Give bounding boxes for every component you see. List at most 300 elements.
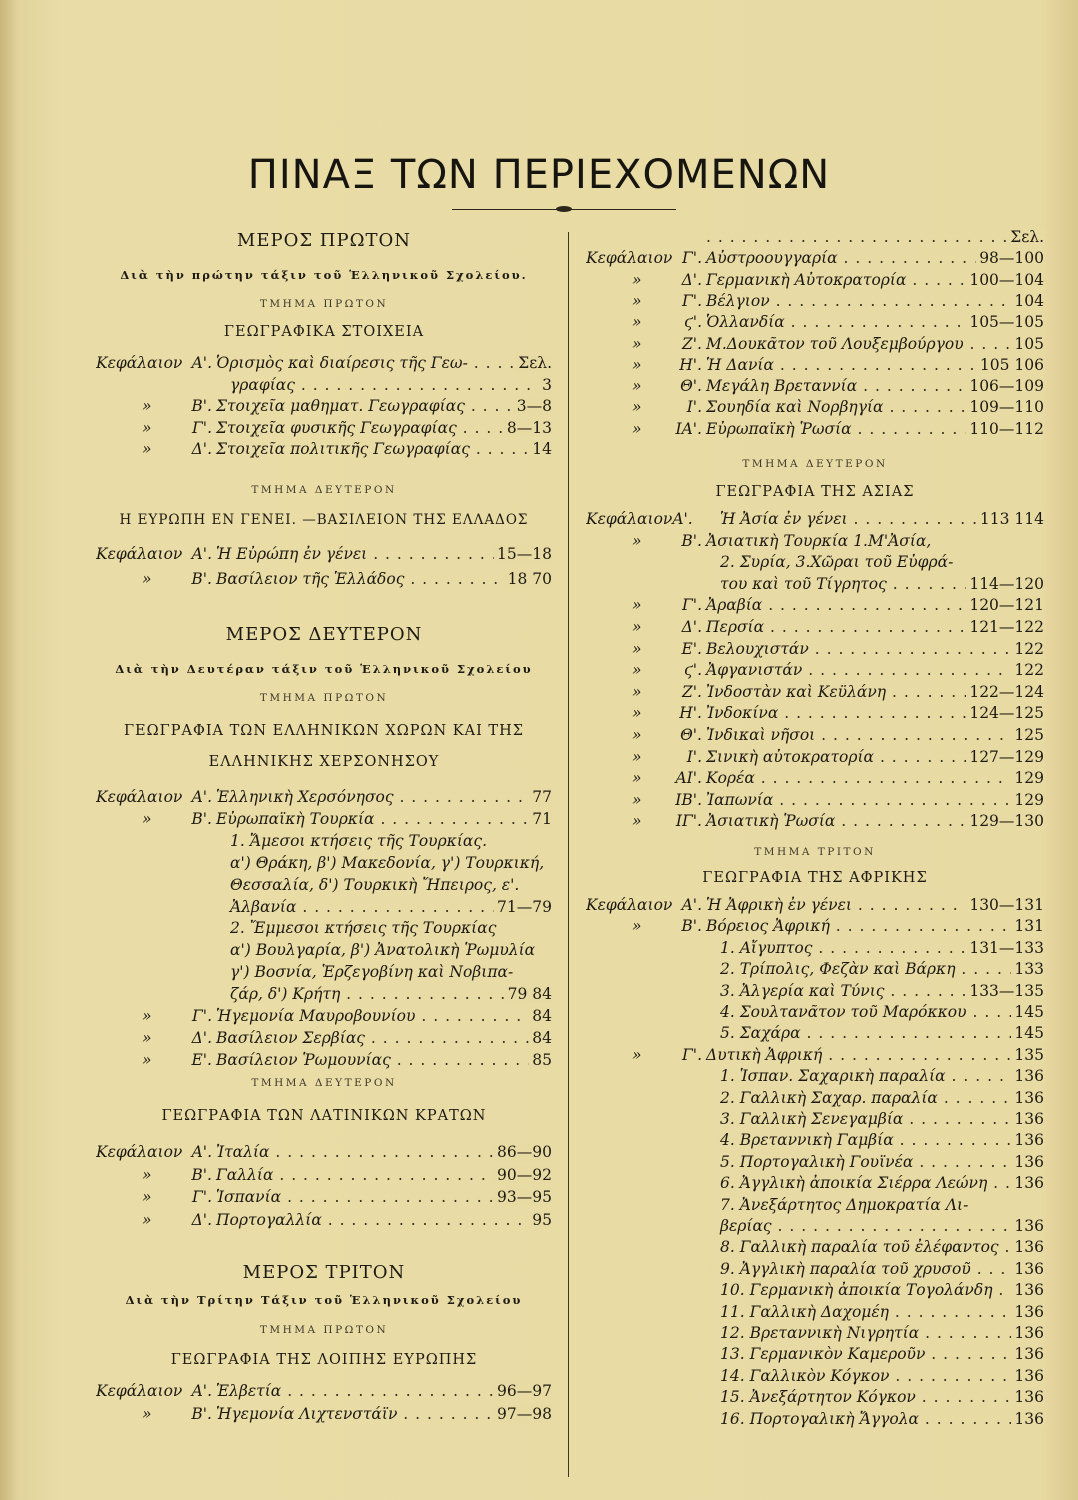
section-label: ΤΜΗΜΑ ΤΡΙΤΟΝ <box>754 846 876 858</box>
chapter-title: 15. Ἀνεξάρτητον Κόγκον . . . <box>720 1388 1044 1406</box>
part-title: ΜΕΡΟΣ ΠΡΩΤΟΝ <box>236 230 412 251</box>
chapter-title: Ἀσιατικὴ Ῥωσία . . . <box>706 812 1044 830</box>
chapter-title: Δυτικὴ Ἀφρική . . . <box>706 1046 1044 1064</box>
chapter-number: ΙΑ'. <box>675 419 702 438</box>
section-label: ΤΜΗΜΑ ΔΕΥΤΕΡΟΝ <box>251 1077 397 1089</box>
page-number: Σελ. <box>1007 228 1044 246</box>
toc-row <box>586 1089 1044 1111</box>
chapter-label: » <box>632 747 642 766</box>
page-number: 114—120 <box>966 575 1044 593</box>
title-ornament <box>452 205 676 215</box>
chapter-label: Κεφάλαιον <box>96 1382 183 1400</box>
toc-row <box>96 1166 552 1188</box>
page-number: 90—92 <box>494 1166 552 1184</box>
chapter-title: Σουηδία καὶ Νορβηγία . . . <box>706 398 1044 416</box>
chapter-title: Ἀφγανιστάν . . . <box>706 661 1044 679</box>
chapter-label: » <box>142 809 152 828</box>
toc-row <box>586 1174 1044 1196</box>
chapter-title: 13. Γερμανικὸν Καμεροῦν . . . <box>720 1345 1044 1363</box>
toc-row <box>586 1196 1044 1218</box>
chapter-title: 1. Ἄμεσοι κτήσεις τῆς Τουρκίας. <box>230 831 487 850</box>
toc-row <box>96 1007 552 1029</box>
toc-row <box>586 726 1044 748</box>
chapter-title: βερίας . . . <box>720 1217 1044 1235</box>
toc-row <box>586 1345 1044 1367</box>
toc-row <box>96 1029 552 1051</box>
chapter-title: 5. Σαχάρα . . . <box>720 1024 1044 1042</box>
chapter-label: Κεφάλαιον <box>96 788 183 806</box>
chapter-title: α') Βουλγαρία, β') Ἀνατολικὴ Ῥωμυλία <box>230 941 536 960</box>
section-heading: Η ΕΥΡΩΠΗ ΕΝ ΓΕΝΕΙ. —ΒΑΣΙΛΕΙΟΝ ΤΗΣ ΕΛΛΑΔΟΣ <box>119 512 529 528</box>
chapter-label: » <box>632 639 642 658</box>
chapter-label: » <box>632 596 642 615</box>
toc-row <box>96 832 552 854</box>
page-number: 136 <box>1011 1281 1044 1299</box>
chapter-title: 1. Αἴγυπτος . . . <box>720 939 1044 957</box>
chapter-title: Θεσσαλία, δ') Τουρκικὴ Ἤπειρος, ε'. <box>230 875 520 894</box>
part-title: ΜΕΡΟΣ ΔΕΥΤΕΡΟΝ <box>225 624 423 645</box>
toc-row <box>586 748 1044 770</box>
column-divider <box>568 232 569 1477</box>
chapter-title: Στοιχεῖα φυσικῆς Γεωγραφίας . . . <box>216 419 552 437</box>
chapter-label: » <box>142 1188 152 1206</box>
chapter-title: Περσία . . . <box>706 618 1044 636</box>
toc-row <box>586 1281 1044 1303</box>
toc-row <box>586 249 1044 271</box>
chapter-title: Βασίλειον Σερβίας . . . <box>216 1029 552 1047</box>
toc-row <box>586 1046 1044 1068</box>
chapter-label: » <box>142 1165 152 1184</box>
chapter-number: Β'. <box>191 809 212 828</box>
page-number: 136 <box>1011 1345 1044 1363</box>
page-number: Σελ. <box>515 354 552 372</box>
chapter-title: Μεγάλη Βρεταννία . . . <box>706 377 1044 395</box>
page-number: 113 114 <box>977 510 1044 528</box>
chapter-title: Βέλγιον . . . <box>706 292 1044 310</box>
toc-row <box>586 1131 1044 1153</box>
section-heading: ΓΕΩΓΡΑΦΙΑ ΤΗΣ ΛΟΙΠΗΣ ΕΥΡΩΠΗΣ <box>170 1352 478 1368</box>
toc-row <box>586 791 1044 813</box>
toc-row <box>586 575 1044 597</box>
toc-row <box>586 683 1044 705</box>
chapter-number: Γ'. <box>192 1188 212 1206</box>
chapter-title: Βελουχιστάν . . . <box>706 640 1044 658</box>
chapter-label: » <box>142 1210 152 1229</box>
page-number: 104 <box>1011 292 1044 310</box>
toc-row <box>96 1382 552 1404</box>
page-number: 136 <box>1011 1388 1044 1406</box>
toc-row <box>586 420 1044 442</box>
toc-row <box>586 377 1044 399</box>
chapter-label: Κεφάλαιον <box>586 249 673 268</box>
page-number: 136 <box>1011 1110 1044 1128</box>
chapter-title: γραφίας . . . <box>230 376 552 394</box>
page-number: 145 <box>1011 1024 1044 1042</box>
chapter-title: 4. Βρεταννικὴ Γαμβία . . . <box>720 1131 1044 1149</box>
chapter-number: Α'. <box>681 896 702 914</box>
chapter-title: 12. Βρεταννικὴ Νιγρητία . . . <box>720 1324 1044 1342</box>
chapter-label: » <box>632 531 642 550</box>
page-number: 136 <box>1011 1153 1044 1171</box>
toc-row <box>586 1153 1044 1175</box>
page-number: 130—131 <box>966 896 1044 914</box>
chapter-label: » <box>632 1045 642 1064</box>
toc-row <box>96 985 552 1007</box>
page-number: 122 <box>1011 661 1044 679</box>
section-label: ΤΜΗΜΑ ΠΡΩΤΟΝ <box>259 692 389 704</box>
chapter-label: » <box>632 618 642 636</box>
chapter-title: Ἡγεμονία Λιχτενστάϊν . . . <box>216 1405 552 1423</box>
chapter-label: Κεφάλαιον <box>96 545 183 563</box>
chapter-title: Ἀραβία . . . <box>706 596 1044 614</box>
chapter-title: Ἰνδικαὶ νῆσοι . . . <box>706 726 1044 744</box>
chapter-title: 14. Γαλλικὸν Κόγκον . . . <box>720 1367 1044 1385</box>
chapter-number: Θ'. <box>680 726 702 744</box>
toc-row <box>586 596 1044 618</box>
page-number: 136 <box>1011 1131 1044 1149</box>
part-subtitle: Διὰ τὴν Τρίτην Τάξιν τοῦ Ἑλληνικοῦ Σχολείου <box>125 1293 523 1307</box>
chapter-title: του καὶ τοῦ Τίγρητος . . . <box>720 575 1044 593</box>
toc-row <box>586 1238 1044 1260</box>
section-label: ΤΜΗΜΑ ΔΕΥΤΕΡΟΝ <box>742 458 888 470</box>
page-number: 105—105 <box>966 313 1044 331</box>
chapter-number: Ε'. <box>681 639 702 658</box>
toc-row <box>586 618 1044 640</box>
chapter-title: Ἰαπωνία . . . <box>706 791 1044 809</box>
page-number: 127—129 <box>966 748 1044 766</box>
page-number: 136 <box>1011 1324 1044 1342</box>
page-number: 122 <box>1011 640 1044 658</box>
section-label: ΤΜΗΜΑ ΠΡΩΤΟΝ <box>259 1324 389 1336</box>
page-number: 105 <box>1011 335 1044 353</box>
chapter-title: Αὐστροουγγαρία . . . <box>706 249 1044 267</box>
page-number: 18 70 <box>505 570 552 588</box>
toc-row <box>96 1143 552 1165</box>
chapter-title: Ἡ Ἀσία ἐν γένει . . . <box>720 510 1044 528</box>
chapter-title: 2. Τρίπολις, Φεζὰν καὶ Βάρκη . . . <box>720 960 1044 978</box>
toc-row <box>96 898 552 920</box>
toc-row <box>96 376 552 398</box>
page-number: 136 <box>1011 1174 1044 1192</box>
page-number: 122—124 <box>966 683 1044 701</box>
chapter-label: Κεφάλαιον <box>96 354 183 372</box>
chapter-title: 5. Πορτογαλικὴ Γουϊνέα . . . <box>720 1153 1044 1171</box>
page-number: 95 <box>529 1211 552 1229</box>
chapter-label: » <box>632 355 642 374</box>
toc-row <box>96 1405 552 1427</box>
chapter-number: Η'. <box>679 355 702 374</box>
page-number: 133—135 <box>966 982 1044 1000</box>
chapter-number: ΙΓ'. <box>675 812 702 831</box>
chapter-label: » <box>632 291 642 310</box>
chapter-title: Εὐρωπαϊκὴ Ῥωσία . . . <box>706 420 1044 438</box>
page-number: 136 <box>1011 1217 1044 1235</box>
toc-row <box>96 570 552 592</box>
page-number: 133 <box>1011 960 1044 978</box>
chapter-title: 3. Ἀλγερία καὶ Τύνις . . . <box>720 982 1044 1000</box>
chapter-title: Ἰνδοκίνα . . . <box>706 704 1044 722</box>
toc-row <box>96 545 552 567</box>
chapter-number: Ι'. <box>686 747 702 766</box>
chapter-title: 9. Ἀγγλικὴ παραλία τοῦ χρυσοῦ . . . <box>720 1260 1044 1278</box>
toc-row <box>96 397 552 419</box>
chapter-title: Στοιχεῖα πολιτικῆς Γεωγραφίας . . . <box>216 440 552 458</box>
toc-row <box>586 1217 1044 1239</box>
toc-row <box>96 941 552 963</box>
chapter-number: ϛ'. <box>684 661 702 680</box>
section-label: ΤΜΗΜΑ ΠΡΩΤΟΝ <box>259 298 389 310</box>
toc-row <box>96 1051 552 1073</box>
chapter-label: » <box>142 1028 152 1047</box>
chapter-label: » <box>142 440 152 458</box>
chapter-title: Ἀσιατικὴ Τουρκία 1.Μ'Ἀσία, <box>706 531 932 550</box>
chapter-number: Β'. <box>191 1165 212 1184</box>
toc-row <box>586 1367 1044 1389</box>
page-number: 15—18 <box>494 545 552 563</box>
page-number: 3—8 <box>514 397 552 415</box>
toc-row <box>586 271 1044 293</box>
chapter-label: » <box>632 270 642 289</box>
toc-row <box>586 640 1044 662</box>
toc-row <box>96 440 552 462</box>
chapter-title <box>706 228 1044 246</box>
page-number: 85 <box>529 1051 552 1069</box>
chapter-number: Δ'. <box>681 618 702 636</box>
chapter-title: Ἰταλία . . . <box>216 1143 552 1161</box>
chapter-label: » <box>142 397 152 415</box>
toc-row <box>96 354 552 376</box>
chapter-label: » <box>632 313 642 332</box>
page-number: 131 <box>1011 917 1044 935</box>
chapter-number: Α'. <box>191 354 212 372</box>
chapter-number: Ζ'. <box>682 682 702 701</box>
page-number: 136 <box>1011 1067 1044 1085</box>
chapter-label: » <box>142 1405 152 1423</box>
chapter-number: Β'. <box>191 1405 212 1423</box>
toc-row <box>586 1388 1044 1410</box>
toc-row <box>96 919 552 941</box>
chapter-title: Ἀλβανία . . . <box>230 898 552 916</box>
chapter-title: 6. Ἀγγλικὴ ἀποικία Σιέρρα Λεώνη . . . <box>720 1174 1044 1192</box>
toc-row <box>96 1188 552 1210</box>
page-number: 96—97 <box>494 1382 552 1400</box>
page-number: 129 <box>1011 769 1044 787</box>
page-number: 125 <box>1011 726 1044 744</box>
page-number: 97—98 <box>494 1405 552 1423</box>
chapter-title: Ἑλβετία . . . <box>216 1382 552 1400</box>
chapter-label: ΚεφάλαιονΑ'. <box>586 510 693 528</box>
chapter-number: ϛ'. <box>684 313 702 332</box>
chapter-label: » <box>632 334 642 353</box>
toc-row <box>586 939 1044 961</box>
chapter-label: Κεφάλαιον <box>586 896 673 914</box>
chapter-number: Α'. <box>191 545 212 563</box>
chapter-title: Γερμανικὴ Αὐτοκρατορία . . . <box>706 271 1044 289</box>
toc-row <box>586 1067 1044 1089</box>
toc-row <box>586 356 1044 378</box>
page-number: 71 <box>529 810 552 828</box>
toc-row <box>586 1303 1044 1325</box>
chapter-title: Κορέα . . . <box>706 769 1044 787</box>
page-number: 136 <box>1011 1410 1044 1428</box>
chapter-title: Ἡγεμονία Μαυροβουνίου . . . <box>216 1007 552 1025</box>
chapter-title: Βασίλειον Ῥωμουνίας . . . <box>216 1051 552 1069</box>
chapter-title: Μ.Δουκᾶτον τοῦ Λουξεμβούργου . . . <box>706 335 1044 353</box>
toc-row <box>586 982 1044 1004</box>
chapter-number: Α'. <box>191 788 212 806</box>
page-number: 105 106 <box>977 356 1044 374</box>
toc-row <box>586 1260 1044 1282</box>
page-number: 135 <box>1011 1046 1044 1064</box>
chapter-title: 4. Σουλτανᾶτον τοῦ Μαρόκκου . . . <box>720 1003 1044 1021</box>
chapter-number: Δ'. <box>191 440 212 458</box>
chapter-title: Ὁρισμὸς καὶ διαίρεσις τῆς Γεω- . . . <box>216 354 552 372</box>
chapter-label: » <box>142 570 152 588</box>
page-number: 84 <box>529 1029 552 1047</box>
page-number: 86—90 <box>494 1143 552 1161</box>
toc-row <box>96 1211 552 1233</box>
page-number: 14 <box>529 440 552 458</box>
page-number: 145 <box>1011 1003 1044 1021</box>
chapter-number: Β'. <box>191 570 212 588</box>
chapter-title: ζάρ, δ') Κρήτη . . . <box>230 985 552 1003</box>
section-heading: ΓΕΩΓΡΑΦΙΑ ΤΩΝ ΕΛΛΗΝΙΚΩΝ ΧΩΡΩΝ ΚΑΙ ΤΗΣ <box>123 723 524 739</box>
chapter-number: Δ'. <box>191 1210 212 1229</box>
toc-row <box>586 228 1044 250</box>
chapter-number: Δ'. <box>681 270 702 289</box>
page-number: 124—125 <box>966 704 1044 722</box>
page-number: 71—79 <box>494 898 552 916</box>
toc-row <box>586 1110 1044 1132</box>
part-subtitle: Διὰ τὴν Δευτέραν τάξιν τοῦ Ἑλληνικοῦ Σχολείου <box>115 662 533 676</box>
chapter-title: Ἡ Ἀφρικὴ ἐν γένει . . . <box>706 896 1044 914</box>
chapter-label: » <box>632 790 642 809</box>
chapter-number: Α'. <box>191 1382 212 1400</box>
toc-row <box>586 292 1044 314</box>
section-heading: ΓΕΩΓΡΑΦΙΚΑ ΣΤΟΙΧΕΙΑ <box>223 324 425 340</box>
page-number: 84 <box>529 1007 552 1025</box>
page-number: 129—130 <box>966 812 1044 830</box>
toc-row <box>586 769 1044 791</box>
chapter-title: 2. Ἔμμεσοι κτήσεις τῆς Τουρκίας <box>230 919 497 938</box>
chapter-title: 2. Συρία, 3.Χῶραι τοῦ Εὐφρά- <box>720 553 954 572</box>
toc-row <box>586 553 1044 575</box>
chapter-title: Ἑλληνικὴ Χερσόνησος . . . <box>216 788 552 806</box>
page-number: 106—109 <box>966 377 1044 395</box>
chapter-number: Η'. <box>679 704 702 723</box>
section-heading: ΓΕΩΓΡΑΦΙΑ ΤΗΣ ΑΣΙΑΣ <box>715 484 915 500</box>
chapter-title: Ὁλλανδία . . . <box>706 313 1044 331</box>
chapter-title: 2. Γαλλικὴ Σαχαρ. παραλία . . . <box>720 1089 1044 1107</box>
chapter-title: α') Θράκη, β') Μακεδονία, γ') Τουρκική, <box>230 853 545 872</box>
chapter-title: 7. Ἀνεξάρτητος Δημοκρατία Λι- <box>720 1195 969 1214</box>
chapter-label: » <box>632 704 642 723</box>
chapter-title: Ἡ Δανία . . . <box>706 356 1044 374</box>
toc-row <box>586 398 1044 420</box>
toc-row <box>96 810 552 832</box>
chapter-number: Γ'. <box>192 418 212 437</box>
chapter-number: Γ'. <box>682 249 702 268</box>
chapter-title: Πορτογαλλία . . . <box>216 1211 552 1229</box>
chapter-title: Βασίλειον τῆς Ἑλλάδος . . . <box>216 570 552 588</box>
page-number: 3 <box>539 376 552 394</box>
part-title: ΜΕΡΟΣ ΤΡΙΤΟΝ <box>242 1262 406 1283</box>
chapter-number: ΙΒ'. <box>675 790 702 809</box>
chapter-number: Ε'. <box>191 1050 212 1069</box>
page-number: 79 84 <box>505 985 552 1003</box>
toc-row <box>586 896 1044 918</box>
page-number: 136 <box>1011 1260 1044 1278</box>
chapter-number: ΑΙ'. <box>675 769 702 788</box>
toc-row <box>586 661 1044 683</box>
toc-row <box>96 788 552 810</box>
toc-row <box>96 963 552 985</box>
page-number: 110—112 <box>966 420 1044 438</box>
page-number: 136 <box>1011 1303 1044 1321</box>
toc-row <box>586 1003 1044 1025</box>
chapter-label: » <box>632 769 642 788</box>
section-heading-continued: ΕΛΛΗΝΙΚΗΣ ΧΕΡΣΟΝΗΣΟΥ <box>208 754 440 770</box>
chapter-label: » <box>632 682 642 701</box>
toc-row <box>96 854 552 876</box>
page-number: 8—13 <box>504 419 552 437</box>
chapter-number: Γ'. <box>682 291 702 310</box>
chapter-number: Β'. <box>681 917 702 936</box>
toc-row <box>586 532 1044 554</box>
toc-row <box>586 313 1044 335</box>
page-number: 100—104 <box>966 271 1044 289</box>
page-title: ΠΙΝΑΞ ΤΩΝ ΠΕΡΙΕΧΟΜΕΝΩΝ <box>247 152 831 198</box>
chapter-label: » <box>632 726 642 744</box>
chapter-label: » <box>632 377 642 396</box>
chapter-title: Εὐρωπαϊκὴ Τουρκία . . . <box>216 810 552 828</box>
chapter-title: 11. Γαλλικὴ Δαχομέη . . . <box>720 1303 1044 1321</box>
chapter-number: Δ'. <box>191 1028 212 1047</box>
chapter-number: Α'. <box>191 1143 212 1161</box>
toc-row <box>96 876 552 898</box>
page-number: 98—100 <box>976 249 1044 267</box>
chapter-title: Σινικὴ αὐτοκρατορία . . . <box>706 748 1044 766</box>
page-number: 93—95 <box>494 1188 552 1206</box>
toc-row <box>586 812 1044 834</box>
chapter-number: Β'. <box>191 397 212 415</box>
chapter-label: » <box>632 419 642 438</box>
chapter-title: Στοιχεῖα μαθηματ. Γεωγραφίας . . . <box>216 397 552 415</box>
toc-row <box>586 1324 1044 1346</box>
page-number: 131—133 <box>966 939 1044 957</box>
page-number: 77 <box>529 788 552 806</box>
chapter-title: 16. Πορτογαλικὴ Ἄγγολα . . . <box>720 1410 1044 1428</box>
chapter-number: Ζ'. <box>682 334 702 353</box>
page-number: 136 <box>1011 1238 1044 1256</box>
chapter-number: Γ'. <box>192 1007 212 1025</box>
chapter-number: Β'. <box>681 531 702 550</box>
toc-row <box>586 510 1044 532</box>
chapter-number: Θ'. <box>680 377 702 396</box>
page-number: 109—110 <box>966 398 1044 416</box>
section-heading: ΓΕΩΓΡΑΦΙΑ ΤΩΝ ΛΑΤΙΝΙΚΩΝ ΚΡΑΤΩΝ <box>161 1108 487 1124</box>
chapter-label: Κεφάλαιον <box>96 1143 183 1161</box>
chapter-title: 8. Γαλλικὴ παραλία τοῦ ἐλέφαντος . . . <box>720 1238 1044 1256</box>
toc-row <box>586 1024 1044 1046</box>
toc-row <box>586 960 1044 982</box>
toc-row <box>586 917 1044 939</box>
chapter-title: 1. Ἱσπαν. Σαχαρικὴ παραλία . . . <box>720 1067 1044 1085</box>
chapter-number: Γ'. <box>682 596 702 615</box>
section-heading: ΓΕΩΓΡΑΦΙΑ ΤΗΣ ΑΦΡΙΚΗΣ <box>702 870 928 886</box>
chapter-number: Γ'. <box>682 1045 702 1064</box>
toc-row <box>586 1410 1044 1432</box>
